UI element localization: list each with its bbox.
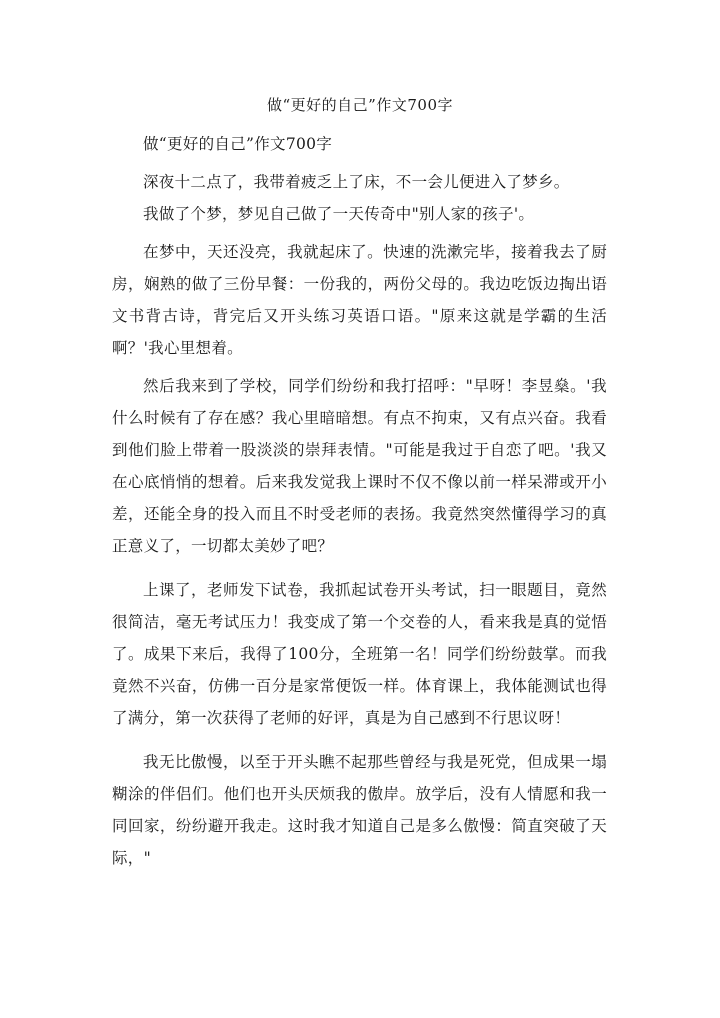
document-body: [112, 128, 607, 886]
document-title: 做“更好的自己”作文700字: [267, 96, 453, 114]
document-subtitle: 做“更好的自己”作文700字: [143, 135, 333, 153]
paragraph: 上课了，老师发下试卷，我抓起试卷开头考试，扫一眼题目，竟然很简洁，毫无考试压力！我变成了第一个交卷的人，看来我是真的觉悟了。成果下来后，我得了100分，全班第一名！同学们纷纷鼓掌。而我竟然不兴奋，仿佛一百分是家常便饭一样。体育课上，我体能测试也得了满分，第一次获得了老师的好评，真是为自己感到不行思议呀！: [112, 581, 607, 727]
paragraph: 然后我来到了学校，同学们纷纷和我打招呼："早呀！李昱燊。'我什么时候有了存在感？我心里暗暗想。有点不拘束，又有点兴奋。我看到他们脸上带着一股淡淡的崇拜表情。"可能是我过于自恋了吧。'我又在心底悄悄的想着。后来我发觉我上课时不仅不像以前一样呆滞或开小差，还能全身的投入而且不时受老师的表扬。我竟然突然懂得学习的真正意义了，一切都太美妙了吧？: [112, 377, 607, 555]
paragraph: 深夜十二点了，我带着疲乏上了床，不一会儿便进入了梦乡。: [143, 173, 570, 191]
paragraph: 我无比傲慢，以至于开头瞧不起那些曾经与我是死党，但成果一塌糊涂的伴侣们。他们也开头厌烦我的傲岸。放学后，没有人情愿和我一同回家，纷纷避开我走。这时我才知道自己是多么傲慢：简直突破了天际，": [112, 753, 607, 867]
paragraph: 在梦中，天还没亮，我就起床了。快速的洗漱完毕，接着我去了厨房，娴熟的做了三份早餐：一份我的，两份父母的。我边吃饭边掏出语文书背古诗，背完后又开头练习英语口语。"原来这就是学霸的生活啊？'我心里想着。: [112, 243, 607, 357]
paragraph: 我做了个梦，梦见自己做了一天传奇中"别人家的孩子'。: [143, 205, 535, 223]
